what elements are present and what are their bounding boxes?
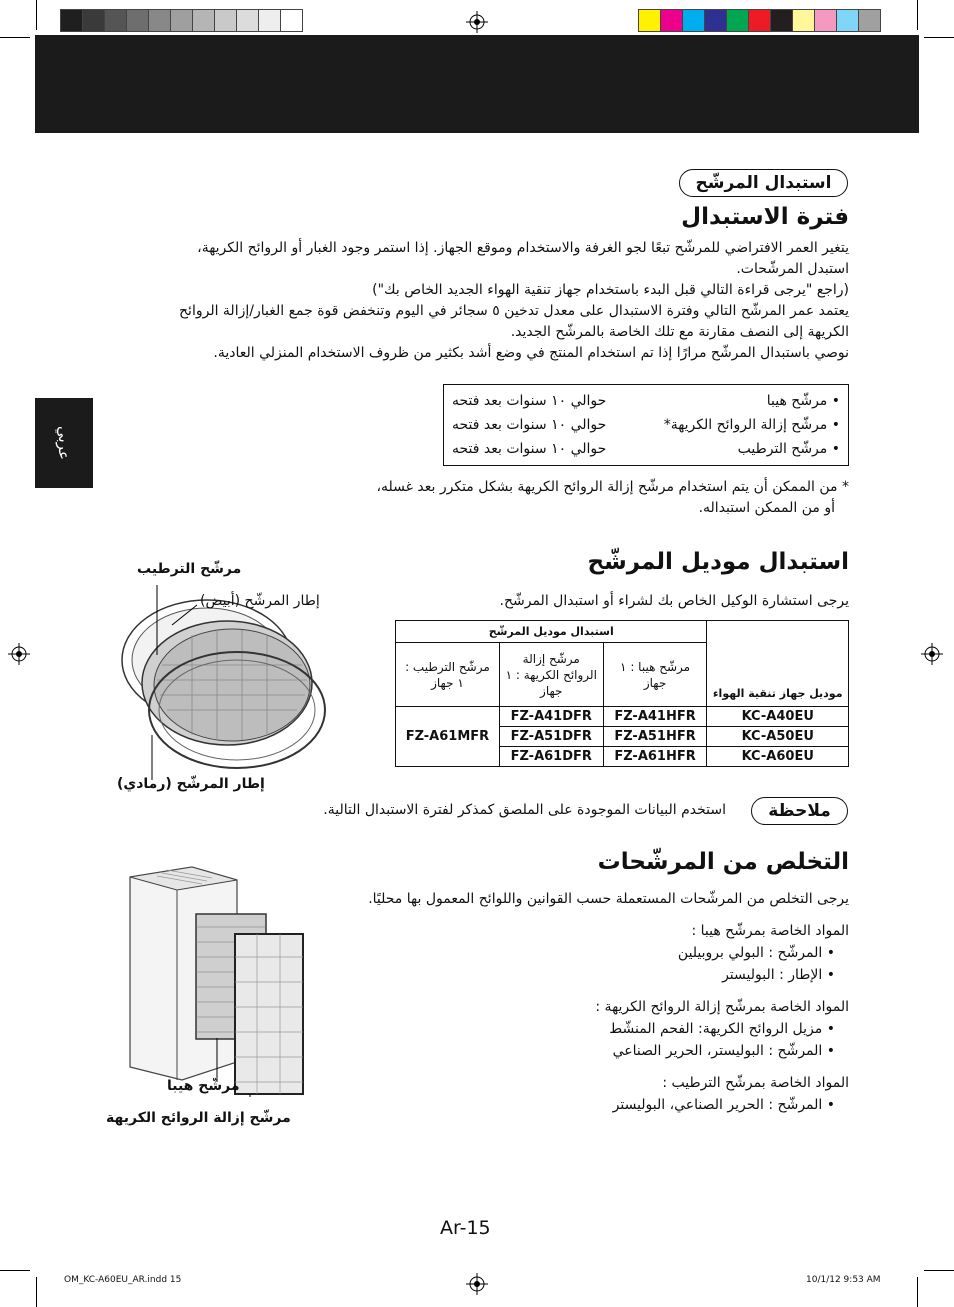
humidifying-column-header: مرشّح الترطيب : ١ جهاز [396, 643, 500, 707]
color-swatch [682, 9, 705, 32]
device-model-cell: KC-A50EU [707, 727, 849, 747]
footer-file: OM_KC-A60EU_AR.indd 15 [64, 1275, 182, 1285]
humidifying-model-cell: FZ-A61MFR [396, 707, 500, 767]
note-pill-label: ملاحظة [768, 801, 831, 821]
label-hepa-filter: مرشّح هيبا [167, 1078, 240, 1094]
registration-mark-icon [921, 643, 943, 665]
filter-life-row [452, 413, 840, 437]
color-swatch [792, 9, 815, 32]
note-pill [751, 797, 848, 825]
note-text: استخدم البيانات الموجودة على الملصق كمذكر لفترة الاستبدال التالية. [323, 802, 726, 818]
footer-date: 10/1/12 9:53 AM [806, 1275, 881, 1285]
color-swatch [638, 9, 661, 32]
paragraph-line: * من الممكن أن يتم استخدام مرشّح إزالة الروائح الكريهة بشكل متكرر بعد غسله، [376, 479, 849, 495]
color-swatch [236, 9, 259, 32]
paragraph-line: الكريهة إلى النصف مقارنة مع تلك الخاصة بالمرشّح الجديد. [510, 324, 849, 340]
color-swatch [726, 9, 749, 32]
color-swatch [836, 9, 859, 32]
label-frame-gray: إطار المرشّح (رمادي) [117, 776, 265, 792]
filter-life: حوالي ١٠ سنوات بعد فتحه [452, 393, 607, 409]
color-swatch [748, 9, 771, 32]
hepa-model-cell: FZ-A51HFR [603, 727, 707, 747]
language-tab-label: عربي [55, 426, 73, 460]
color-swatch [148, 9, 171, 32]
label-humidifying-filter: مرشّح الترطيب [137, 561, 242, 577]
materials-item: • المرشّح : البولي بروبيلين [677, 945, 835, 961]
replace-model-header: استبدال موديل المرشّح [396, 621, 707, 643]
disposal-title: التخلص من المرشّحات [597, 849, 849, 875]
model-table [395, 620, 849, 767]
color-swatch [60, 9, 83, 32]
paragraph-line: (راجع "يرجى قراءة التالي قبل البدء باستخدام جهاز تنقية الهواء الجديد الخاص بك") [372, 282, 849, 298]
filter-name: • مرشّح هيبا [766, 393, 840, 409]
registration-mark-icon [8, 643, 30, 665]
color-swatch [104, 9, 127, 32]
replace-model-intro: يرجى استشارة الوكيل الخاص بك لشراء أو استبدال المرشّح. [499, 593, 849, 609]
disposal-materials [529, 920, 849, 1116]
color-swatch [660, 9, 683, 32]
materials-item: • المرشّح : البوليستر، الحرير الصناعي [612, 1043, 835, 1059]
color-swatch [214, 9, 237, 32]
deodorizing-column-header: مرشّح إزالة الروائح الكريهة : ١ جهاز [499, 643, 603, 707]
label-frame-white: إطار المرشّح (أبيض) [200, 593, 320, 609]
gray-color-bars [60, 9, 302, 32]
label-deodorizing-filter: مرشّح إزالة الروائح الكريهة [106, 1110, 291, 1126]
materials-item: • مزيل الروائح الكريهة: الفحم المنشّط [609, 1021, 835, 1037]
device-model-header: موديل جهاز تنقية الهواء [707, 621, 849, 707]
materials-item: • المرشّح : الحرير الصناعي، البوليستر [612, 1097, 835, 1113]
crop-mark [0, 37, 30, 38]
replacement-period-text [104, 238, 849, 364]
disposal-intro: يرجى التخلص من المرشّحات المستعملة حسب القوانين واللوائح المعمول بها محليًا. [368, 891, 849, 907]
registration-mark-icon [466, 11, 488, 33]
crop-mark [924, 37, 954, 38]
deodorizing-model-cell: FZ-A41DFR [499, 707, 603, 727]
crop-mark [36, 1277, 37, 1307]
humidifying-filter-illustration [112, 585, 342, 780]
crop-mark [36, 0, 37, 30]
paragraph-line: أو من الممكن استبداله. [698, 500, 835, 516]
device-model-cell: KC-A60EU [707, 747, 849, 767]
color-swatch [814, 9, 837, 32]
filter-life: حوالي ١٠ سنوات بعد فتحه [452, 441, 607, 457]
materials-head: المواد الخاصة بمرشّح إزالة الروائح الكريهة : [595, 999, 849, 1015]
language-tab [35, 398, 93, 488]
replacement-period-title: فترة الاستبدال [681, 204, 849, 230]
registration-mark-icon [466, 1273, 488, 1295]
filter-life-row [452, 389, 840, 413]
replace-model-title: استبدال موديل المرشّح [587, 549, 849, 575]
section-pill [679, 169, 848, 197]
color-swatch [770, 9, 793, 32]
deodorizing-model-cell: FZ-A51DFR [499, 727, 603, 747]
paragraph-line: استبدل المرشّحات. [736, 261, 849, 277]
page-number: Ar-15 [440, 1217, 491, 1239]
paragraph-line: يتغير العمر الافتراضي للمرشّح تبعًا لجو الغرفة والاستخدام وموقع الجهاز. إذا استمر وجود الغبار أو الروائح الكريهة، [197, 240, 849, 256]
hepa-model-cell: FZ-A61HFR [603, 747, 707, 767]
filter-name: • مرشّح إزالة الروائح الكريهة* [663, 417, 840, 433]
materials-head: المواد الخاصة بمرشّح الترطيب : [662, 1075, 849, 1091]
color-swatch [82, 9, 105, 32]
hepa-model-cell: FZ-A41HFR [603, 707, 707, 727]
color-swatch [858, 9, 881, 32]
materials-head: المواد الخاصة بمرشّح هيبا : [691, 923, 849, 939]
color-swatch [170, 9, 193, 32]
crop-mark [924, 1270, 954, 1271]
filter-name: • مرشّح الترطيب [737, 441, 840, 457]
header-band [35, 35, 919, 133]
table-row [396, 707, 849, 727]
crop-mark [917, 0, 918, 30]
color-swatch [280, 9, 303, 32]
filter-life-row [452, 437, 840, 461]
color-swatch [258, 9, 281, 32]
color-swatch [126, 9, 149, 32]
device-model-cell: KC-A40EU [707, 707, 849, 727]
paragraph-line: يعتمد عمر المرشّح التالي وفترة الاستبدال على معدل تدخين ٥ سجائر في اليوم وتنخفض قوة جمع الغبار/إزالة الروائح [179, 303, 849, 319]
filter-life: حوالي ١٠ سنوات بعد فتحه [452, 417, 607, 433]
paragraph-line: نوصي باستبدال المرشّح مرارًا إذا تم استخدام المنتج في وضع أشد بكثير من ظروف الاستخدام المنزلي العادية. [213, 345, 849, 361]
crop-mark [917, 1277, 918, 1307]
filter-life-box [443, 384, 849, 466]
star-note [289, 477, 849, 519]
section-pill-label: استبدال المرشّح [695, 173, 832, 193]
crop-mark [0, 1270, 30, 1271]
purifier-filters-illustration [122, 862, 337, 1097]
color-swatch [192, 9, 215, 32]
color-swatch [704, 9, 727, 32]
process-color-bars [638, 9, 880, 32]
hepa-column-header: مرشّح هيبا : ١ جهاز [603, 643, 707, 707]
deodorizing-model-cell: FZ-A61DFR [499, 747, 603, 767]
materials-item: • الإطار : البوليستر [722, 967, 835, 983]
